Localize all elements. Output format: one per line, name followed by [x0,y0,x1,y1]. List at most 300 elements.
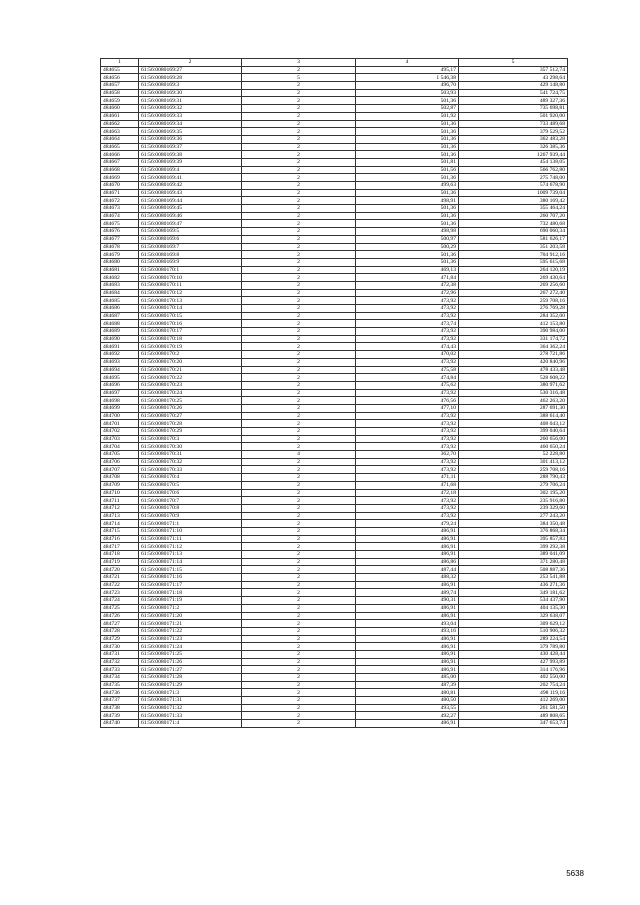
cadastral-number-cell: 61:56:0080170:15 [139,312,242,320]
table-row [101,466,568,474]
table-row [101,589,568,597]
cadastral-number-cell: 61:56:0080170:6 [139,489,242,497]
value-cell: 371 280,48 [459,558,568,566]
table-row [101,74,568,82]
area-cell: 489,74 [356,589,459,597]
value-cell: 462 263,20 [459,397,568,405]
category-cell: 2 [242,97,356,105]
value-cell: 284 352,00 [459,312,568,320]
row-number-cell: 484671 [101,189,139,197]
row-number-cell: 484719 [101,558,139,566]
cadastral-number-cell: 61:56:0080169:42 [139,182,242,190]
cadastral-number-cell: 61:56:0080169:6 [139,235,242,243]
area-cell: 469,13 [356,266,459,274]
cadastral-number-cell: 61:56:0080170:5 [139,481,242,489]
cadastral-number-cell: 61:56:0080169:33 [139,112,242,120]
cadastral-number-cell: 61:56:0080171:32 [139,704,242,712]
table-row [101,451,568,459]
row-number-cell: 484727 [101,620,139,628]
value-cell: 510 906,32 [459,627,568,635]
cadastral-number-cell: 61:56:0080171:11 [139,535,242,543]
category-cell: 2 [242,489,356,497]
value-cell: 595 615,68 [459,258,568,266]
row-number-cell: 484673 [101,205,139,213]
value-cell: 259 708,16 [459,297,568,305]
area-cell: 473,92 [356,435,459,443]
column-header-3: 3 [242,59,356,67]
value-cell: 269 430,64 [459,274,568,282]
table-row [101,635,568,643]
row-number-cell: 484685 [101,297,139,305]
table-row [101,82,568,90]
area-cell: 486,91 [356,635,459,643]
row-number-cell: 484724 [101,597,139,605]
area-cell: 499,63 [356,182,459,190]
table-row [101,374,568,382]
category-cell: 2 [242,197,356,205]
category-cell: 2 [242,182,356,190]
area-cell: 473,92 [356,297,459,305]
row-number-cell: 484735 [101,681,139,689]
cadastral-number-cell: 61:56:0080171:25 [139,650,242,658]
table-row [101,235,568,243]
table-row [101,389,568,397]
category-cell: 2 [242,128,356,136]
row-number-cell: 484676 [101,228,139,236]
row-number-cell: 484739 [101,712,139,720]
table-row [101,197,568,205]
cadastral-number-cell: 61:56:0080171:22 [139,627,242,635]
cadastral-number-cell: 61:56:0080169:34 [139,120,242,128]
cadastral-number-cell: 61:56:0080170:1 [139,266,242,274]
value-cell: 279 706,24 [459,481,568,489]
area-cell: 473,92 [356,305,459,313]
cadastral-number-cell: 61:56:0080171:1 [139,520,242,528]
area-cell: 501,36 [356,174,459,182]
area-cell: 500,97 [356,235,459,243]
value-cell: 202 754,24 [459,681,568,689]
row-number-cell: 484725 [101,604,139,612]
area-cell: 498,91 [356,197,459,205]
area-cell: 501,36 [356,205,459,213]
area-cell: 473,92 [356,497,459,505]
category-cell: 2 [242,120,356,128]
row-number-cell: 484675 [101,220,139,228]
value-cell: 690 060,34 [459,228,568,236]
table-row [101,328,568,336]
table-row [101,512,568,520]
table-row [101,205,568,213]
value-cell: 253 541,88 [459,574,568,582]
value-cell: 478 433,48 [459,366,568,374]
row-number-cell: 484668 [101,166,139,174]
category-cell: 2 [242,412,356,420]
category-cell: 2 [242,566,356,574]
row-number-cell: 484718 [101,551,139,559]
cadastral-number-cell: 61:56:0080170:21 [139,366,242,374]
value-cell: 541 724,75 [459,89,568,97]
cadastral-number-cell: 61:56:0080170:26 [139,404,242,412]
row-number-cell: 484692 [101,351,139,359]
table-row [101,381,568,389]
cadastral-number-cell: 61:56:0080171:4 [139,720,242,728]
cadastral-number-cell: 61:56:0080169:44 [139,197,242,205]
row-number-cell: 484669 [101,174,139,182]
registry-sheet [100,58,567,728]
row-number-cell: 484730 [101,643,139,651]
row-number-cell: 484688 [101,320,139,328]
category-cell: 2 [242,581,356,589]
table-row [101,712,568,720]
value-cell: 395 857,83 [459,535,568,543]
row-number-cell: 484687 [101,312,139,320]
area-cell: 493,04 [356,620,459,628]
table-row [101,420,568,428]
value-cell: 454 138,05 [459,158,568,166]
category-cell: 2 [242,720,356,728]
value-cell: 301 413,12 [459,458,568,466]
area-cell: 501,36 [356,128,459,136]
row-number-cell: 484726 [101,612,139,620]
cadastral-number-cell: 61:56:0080170:9 [139,512,242,520]
cadastral-number-cell: 61:56:0080170:12 [139,289,242,297]
cadastral-number-cell: 61:56:0080170:32 [139,458,242,466]
table-row [101,166,568,174]
category-cell: 2 [242,420,356,428]
row-number-cell: 484721 [101,574,139,582]
table-row [101,220,568,228]
category-cell: 2 [242,435,356,443]
cadastral-number-cell: 61:56:0080171:26 [139,658,242,666]
row-number-cell: 484683 [101,281,139,289]
area-cell: 471,68 [356,481,459,489]
table-row [101,105,568,113]
table-row [101,128,568,136]
area-cell: 473,92 [356,389,459,397]
value-cell: 314 176,96 [459,666,568,674]
value-cell: 287 691,30 [459,404,568,412]
category-cell: 2 [242,635,356,643]
cadastral-number-cell: 61:56:0080171:24 [139,643,242,651]
table-row [101,558,568,566]
area-cell: 475,58 [356,366,459,374]
category-cell: 2 [242,389,356,397]
area-cell: 473,92 [356,328,459,336]
cadastral-number-cell: 61:56:0080169:37 [139,143,242,151]
row-number-cell: 484717 [101,543,139,551]
row-number-cell: 484738 [101,704,139,712]
value-cell: 732 480,68 [459,220,568,228]
category-cell: 2 [242,212,356,220]
area-cell: 493,55 [356,704,459,712]
area-cell: 501,36 [356,120,459,128]
table-row [101,174,568,182]
area-cell: 473,92 [356,443,459,451]
value-cell: 436 271,36 [459,581,568,589]
area-cell: 486,91 [356,658,459,666]
value-cell: 43 298,64 [459,74,568,82]
table-row [101,720,568,728]
category-cell: 4 [242,451,356,459]
row-number-cell: 484709 [101,481,139,489]
cadastral-number-cell: 61:56:0080171:28 [139,674,242,682]
row-number-cell: 484696 [101,381,139,389]
row-number-cell: 484667 [101,158,139,166]
table-row [101,428,568,436]
value-cell: 52 228,80 [459,451,568,459]
table-row [101,135,568,143]
cadastral-number-cell: 61:56:0080169:9 [139,258,242,266]
cadastral-number-cell: 61:56:0080170:13 [139,297,242,305]
area-cell: 501,36 [356,220,459,228]
value-cell: 489 327,36 [459,97,568,105]
row-number-cell: 484697 [101,389,139,397]
value-cell: 347 653,74 [459,720,568,728]
area-cell: 495,17 [356,66,459,74]
cadastral-number-cell: 61:56:0080169:28 [139,74,242,82]
cadastral-number-cell: 61:56:0080170:23 [139,381,242,389]
area-cell: 501,92 [356,112,459,120]
table-row [101,535,568,543]
category-cell: 2 [242,89,356,97]
area-cell: 487,44 [356,566,459,574]
area-cell: 488,32 [356,574,459,582]
cadastral-number-cell: 61:56:0080169:30 [139,89,242,97]
table-body [101,66,568,727]
area-cell: 486,91 [356,551,459,559]
area-cell: 470,02 [356,351,459,359]
table-row [101,151,568,159]
row-number-cell: 484716 [101,535,139,543]
row-number-cell: 484733 [101,666,139,674]
cadastral-number-cell: 61:56:0080171:19 [139,597,242,605]
area-cell: 486,91 [356,650,459,658]
area-cell: 501,36 [356,189,459,197]
cadastral-number-cell: 61:56:0080169:47 [139,220,242,228]
category-cell: 2 [242,458,356,466]
category-cell: 2 [242,704,356,712]
category-cell: 2 [242,358,356,366]
category-cell: 2 [242,504,356,512]
row-number-cell: 484682 [101,274,139,282]
row-number-cell: 484666 [101,151,139,159]
cadastral-number-cell: 61:56:0080171:3 [139,689,242,697]
cadastral-number-cell: 61:56:0080170:29 [139,428,242,436]
value-cell: 309 629,12 [459,620,568,628]
row-number-cell: 484677 [101,235,139,243]
category-cell: 5 [242,74,356,82]
category-cell: 2 [242,112,356,120]
value-cell: 528 608,22 [459,374,568,382]
value-cell: 326 385,36 [459,143,568,151]
cadastral-number-cell: 61:56:0080169:8 [139,251,242,259]
cadastral-number-cell: 61:56:0080170:10 [139,274,242,282]
category-cell: 2 [242,689,356,697]
value-cell: 498 119,16 [459,689,568,697]
category-cell: 2 [242,397,356,405]
value-cell: 362 483,28 [459,135,568,143]
area-cell: 501,36 [356,251,459,259]
column-header-1: 1 [101,59,139,67]
row-number-cell: 484674 [101,212,139,220]
area-cell: 473,92 [356,335,459,343]
category-cell: 2 [242,404,356,412]
value-cell: 1009 739,04 [459,189,568,197]
cadastral-number-cell: 61:56:0080170:2 [139,351,242,359]
table-row [101,574,568,582]
cadastral-number-cell: 61:56:0080169:27 [139,66,242,74]
table-row [101,158,568,166]
category-cell: 2 [242,189,356,197]
cadastral-number-cell: 61:56:0080171:31 [139,697,242,705]
area-cell: 487,39 [356,681,459,689]
row-number-cell: 484681 [101,266,139,274]
category-cell: 2 [242,266,356,274]
row-number-cell: 484699 [101,404,139,412]
row-number-cell: 484684 [101,289,139,297]
area-cell: 473,92 [356,458,459,466]
cadastral-number-cell: 61:56:0080171:13 [139,551,242,559]
area-cell: 496,70 [356,82,459,90]
value-cell: 331 174,72 [459,335,568,343]
table-row [101,289,568,297]
value-cell: 302 195,20 [459,489,568,497]
category-cell: 2 [242,366,356,374]
value-cell: 379 789,80 [459,643,568,651]
row-number-cell: 484691 [101,343,139,351]
table-row [101,351,568,359]
area-cell: 501,36 [356,151,459,159]
category-cell: 2 [242,343,356,351]
category-cell: 2 [242,574,356,582]
area-cell: 500,29 [356,243,459,251]
category-cell: 2 [242,681,356,689]
area-cell: 501,36 [356,135,459,143]
cadastral-number-cell: 61:56:0080170:33 [139,466,242,474]
table-header [101,59,568,67]
value-cell: 380 169,42 [459,197,568,205]
value-cell: 260 656,00 [459,435,568,443]
row-number-cell: 484732 [101,658,139,666]
area-cell: 492,27 [356,712,459,720]
cadastral-number-cell: 61:56:0080171:29 [139,681,242,689]
category-cell: 2 [242,305,356,313]
category-cell: 2 [242,335,356,343]
category-cell: 2 [242,697,356,705]
cadastral-number-cell: 61:56:0080171:12 [139,543,242,551]
table-row [101,258,568,266]
row-number-cell: 484664 [101,135,139,143]
value-cell: 420 840,96 [459,358,568,366]
table-row [101,658,568,666]
cadastral-number-cell: 61:56:0080169:3 [139,82,242,90]
category-cell: 2 [242,328,356,336]
table-row [101,566,568,574]
area-cell: 473,92 [356,428,459,436]
table-row [101,251,568,259]
category-cell: 2 [242,220,356,228]
value-cell: 390 984,00 [459,328,568,336]
row-number-cell: 484689 [101,328,139,336]
area-cell: 486,91 [356,543,459,551]
cadastral-number-cell: 61:56:0080170:27 [139,412,242,420]
value-cell: 404 135,30 [459,604,568,612]
table-row [101,612,568,620]
area-cell: 471,11 [356,474,459,482]
category-cell: 2 [242,289,356,297]
value-cell: 581 626,17 [459,235,568,243]
category-cell: 2 [242,205,356,213]
area-cell: 486,91 [356,581,459,589]
value-cell: 384 350,48 [459,520,568,528]
value-cell: 430 428,44 [459,650,568,658]
area-cell: 473,92 [356,412,459,420]
value-cell: 329 638,07 [459,612,568,620]
cadastral-number-cell: 61:56:0080171:20 [139,612,242,620]
category-cell: 2 [242,666,356,674]
category-cell: 2 [242,674,356,682]
cadastral-number-cell: 61:56:0080169:41 [139,174,242,182]
cadastral-number-cell: 61:56:0080169:35 [139,128,242,136]
table-row [101,543,568,551]
table-row [101,527,568,535]
row-number-cell: 484690 [101,335,139,343]
area-cell: 486,91 [356,604,459,612]
row-number-cell: 484728 [101,627,139,635]
area-cell: 472,18 [356,489,459,497]
value-cell: 733 489,68 [459,120,568,128]
cadastral-number-cell: 61:56:0080170:20 [139,358,242,366]
value-cell: 288 790,43 [459,474,568,482]
area-cell: 477,10 [356,404,459,412]
table-row [101,274,568,282]
table-row [101,243,568,251]
value-cell: 530 316,48 [459,389,568,397]
row-number-cell: 484723 [101,589,139,597]
category-cell: 2 [242,612,356,620]
table-row [101,120,568,128]
category-cell: 2 [242,143,356,151]
table-row [101,481,568,489]
value-cell: 574 678,90 [459,182,568,190]
category-cell: 2 [242,235,356,243]
cadastral-number-cell: 61:56:0080171:21 [139,620,242,628]
value-cell: 489 808,65 [459,712,568,720]
row-number-cell: 484661 [101,112,139,120]
cadastral-number-cell: 61:56:0080169:39 [139,158,242,166]
category-cell: 2 [242,135,356,143]
value-cell: 399 292,38 [459,543,568,551]
area-cell: 480,50 [356,697,459,705]
value-cell: 278 721,86 [459,351,568,359]
table-row [101,305,568,313]
area-cell: 490,31 [356,597,459,605]
table-row [101,504,568,512]
category-cell: 2 [242,158,356,166]
area-cell: 486,91 [356,535,459,543]
header-row [101,59,568,67]
value-cell: 704 912,16 [459,251,568,259]
category-cell: 2 [242,351,356,359]
row-number-cell: 484658 [101,89,139,97]
table-row [101,643,568,651]
area-cell: 473,92 [356,466,459,474]
category-cell: 2 [242,627,356,635]
row-number-cell: 484740 [101,720,139,728]
cadastral-number-cell: 61:56:0080170:24 [139,389,242,397]
value-cell: 399 040,64 [459,428,568,436]
table-row [101,443,568,451]
